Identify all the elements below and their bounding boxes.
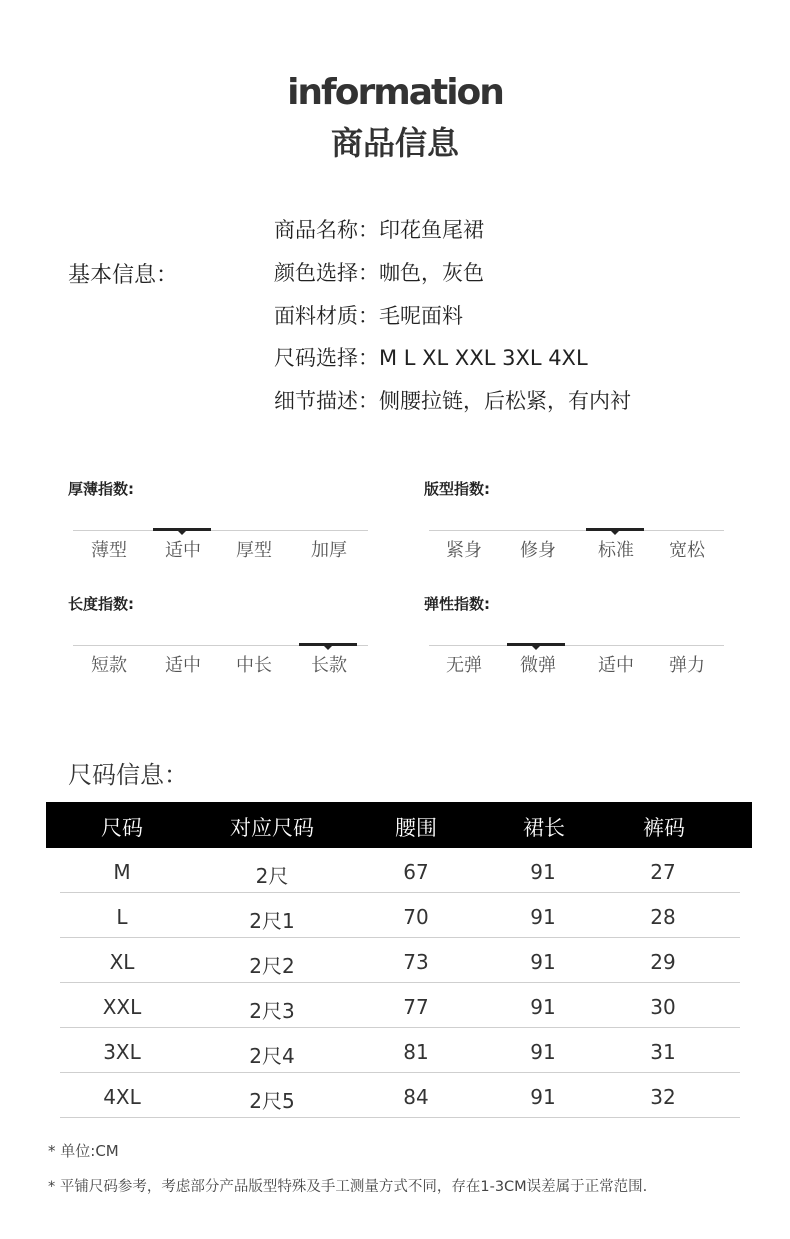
table-row xyxy=(60,938,740,983)
title-english: information xyxy=(287,72,503,113)
index-option: 弹力 xyxy=(669,655,705,676)
size-info-title: 尺码信息： xyxy=(68,761,188,789)
index-marker xyxy=(586,528,644,531)
table-cell: 2尺 xyxy=(255,864,289,888)
table-cell: 2尺1 xyxy=(249,909,295,933)
index-option: 适中 xyxy=(165,655,201,676)
table-cell: 73 xyxy=(403,950,429,974)
table-cell: 91 xyxy=(530,950,556,974)
index-option: 适中 xyxy=(598,655,634,676)
index-option: 紧身 xyxy=(446,540,482,561)
table-cell: 30 xyxy=(650,995,676,1019)
header-pants-size: 裤码 xyxy=(643,816,685,840)
fit-index xyxy=(424,478,724,562)
table-cell: 67 xyxy=(403,860,429,884)
thickness-index xyxy=(68,478,368,562)
index-option: 适中 xyxy=(165,540,201,561)
table-row xyxy=(60,1073,740,1118)
index-marker xyxy=(507,643,565,646)
index-option: 长款 xyxy=(311,655,347,676)
table-header xyxy=(46,802,752,848)
index-option: 薄型 xyxy=(91,540,127,561)
index-line xyxy=(429,530,724,531)
table-cell: 91 xyxy=(530,905,556,929)
table-cell: 29 xyxy=(650,950,676,974)
table-row xyxy=(60,1028,740,1073)
info-color: 颜色选择：咖色，灰色 xyxy=(274,261,484,285)
table-cell: 28 xyxy=(650,905,676,929)
index-line xyxy=(429,645,724,646)
table-cell: 3XL xyxy=(103,1040,141,1064)
title-chinese: 商品信息 xyxy=(330,124,459,162)
index-option: 标准 xyxy=(598,540,634,561)
table-cell: M xyxy=(113,860,131,884)
info-material: 面料材质：毛呢面料 xyxy=(274,304,463,328)
index-option: 微弹 xyxy=(520,655,556,676)
index-option: 无弹 xyxy=(446,655,482,676)
basic-info-label: 基本信息： xyxy=(68,263,179,288)
index-option: 中长 xyxy=(236,655,272,676)
index-track xyxy=(424,617,724,647)
header-chi-size: 对应尺码 xyxy=(230,816,314,840)
index-title: 弹性指数: xyxy=(424,595,490,613)
info-product-name: 商品名称：印花鱼尾裙 xyxy=(274,218,484,242)
header-size: 尺码 xyxy=(101,816,143,840)
info-detail: 细节描述：侧腰拉链，后松紧，有内衬 xyxy=(274,389,631,413)
note-measurement: * 平铺尺码参考，考虑部分产品版型特殊及手工测量方式不同，存在1-3CM误差属于正常范围. xyxy=(48,1179,648,1195)
table-row xyxy=(60,983,740,1028)
table-cell: 91 xyxy=(530,860,556,884)
table-cell: 70 xyxy=(403,905,429,929)
table-cell: 91 xyxy=(530,1085,556,1109)
table-cell: 84 xyxy=(403,1085,429,1109)
index-option: 厚型 xyxy=(236,540,272,561)
index-option: 短款 xyxy=(91,655,127,676)
note-unit: * 单位:CM xyxy=(48,1142,119,1160)
index-line xyxy=(73,530,368,531)
table-cell: XL xyxy=(109,950,135,974)
table-cell: 91 xyxy=(530,995,556,1019)
table-cell: 2尺3 xyxy=(249,999,295,1023)
table-row xyxy=(60,893,740,938)
table-cell: 32 xyxy=(650,1085,676,1109)
index-marker xyxy=(153,528,211,531)
index-track xyxy=(68,502,368,532)
table-row xyxy=(60,848,740,893)
table-cell: 31 xyxy=(650,1040,676,1064)
header-waist: 腰围 xyxy=(395,816,437,840)
table-cell: 2尺4 xyxy=(249,1044,295,1068)
index-option: 宽松 xyxy=(669,540,705,561)
size-table xyxy=(46,802,752,1118)
length-index xyxy=(68,593,368,677)
table-cell: 4XL xyxy=(103,1085,141,1109)
table-cell: XXL xyxy=(102,995,142,1019)
index-option: 修身 xyxy=(520,540,556,561)
elasticity-index xyxy=(424,593,724,677)
table-cell: 91 xyxy=(530,1040,556,1064)
index-track xyxy=(424,502,724,532)
table-cell: 2尺5 xyxy=(249,1089,295,1113)
index-title: 长度指数: xyxy=(68,595,134,613)
table-cell: 27 xyxy=(650,860,676,884)
info-size: 尺码选择：M L XL XXL 3XL 4XL xyxy=(274,346,588,370)
index-marker xyxy=(299,643,357,646)
index-title: 版型指数: xyxy=(424,480,490,498)
table-cell: 77 xyxy=(403,995,429,1019)
table-cell: 2尺2 xyxy=(249,954,295,978)
table-cell: 81 xyxy=(403,1040,429,1064)
table-cell: L xyxy=(116,905,128,929)
index-title: 厚薄指数: xyxy=(68,480,134,498)
index-option: 加厚 xyxy=(311,540,347,561)
header-skirt-length: 裙长 xyxy=(523,816,565,840)
index-track xyxy=(68,617,368,647)
